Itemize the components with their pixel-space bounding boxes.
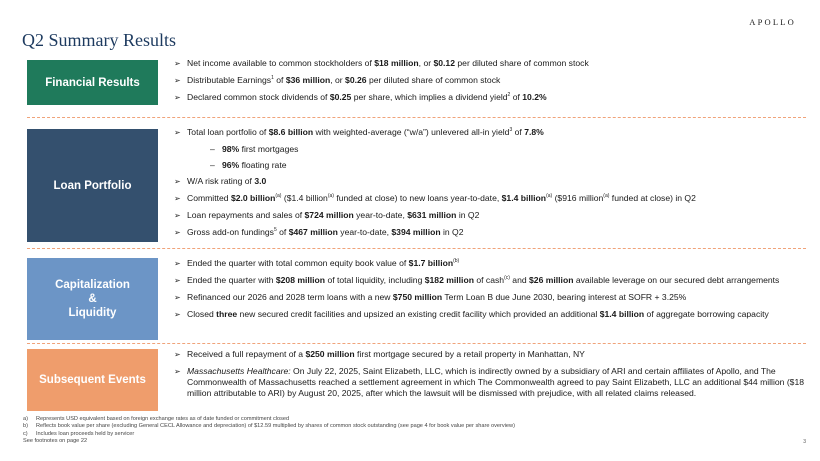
loan-portfolio-section <box>27 127 806 244</box>
bullet-credit-facilities: ➢ Closed three new secured credit facilities and upsized an existing credit facility which provided an additional $1.4 billion of aggregate borrowing capacity <box>174 309 769 319</box>
arrow-bullet-icon: ➢ <box>174 194 181 203</box>
bullet-net-income: ➢ Net income available to common stockholders of $18 million, or $0.12 per diluted share of common stock <box>174 58 589 68</box>
arrow-bullet-icon: ➢ <box>174 310 181 319</box>
arrow-bullet-icon: ➢ <box>174 293 181 302</box>
arrow-bullet-icon: ➢ <box>174 177 181 186</box>
bullet-liquidity: ➢ Ended the quarter with $208 million of total liquidity, including $182 million of cash$^{(c)}$ and $26 million available leverage on our secured debt arrangements <box>174 275 780 285</box>
arrow-bullet-icon: ➢ <box>174 211 181 220</box>
footnotes <box>23 416 515 446</box>
arrow-bullet-icon: ➢ <box>174 128 181 137</box>
financial-results-bullets <box>174 58 806 109</box>
page-number: 3 <box>803 439 806 445</box>
bullet-book-value: ➢ Ended the quarter with total common equity book value of $1.7 billion$^{(b)}$ <box>174 258 460 268</box>
bullet-add-on-fundings: ➢ Gross add-on fundings$^5$ of $467 million year-to-date, $394 million in Q2 <box>174 227 464 237</box>
financial-results-section <box>27 58 806 114</box>
subsequent-events-section <box>27 349 806 411</box>
bullet-commitments: ➢ Committed $2.0 billion$^{(a)}$ ($1.4 billion$^{(a)}$ funded at close) to new loans year-to-date, $1.4 billion$^{(a)}$ ($916 million$^{(a)}$ funded at close) in Q2 <box>174 193 696 203</box>
arrow-bullet-icon: ➢ <box>174 276 181 285</box>
subsequent-events-label: Subsequent Events <box>27 349 158 411</box>
bullet-repayments: ➢ Loan repayments and sales of $724 million year-to-date, $631 million in Q2 <box>174 210 480 220</box>
bullet-distributable-earnings: ➢ Distributable Earnings$^1$ of $36 million, or $0.26 per diluted share of common stock <box>174 75 501 85</box>
footnote-a: a) Represents USD equivalent based on foreign exchange rates as of date funded or commitment closed <box>23 416 290 422</box>
section-divider <box>27 248 806 249</box>
bullet-refinanced: ➢ Refinanced our 2026 and 2028 term loans with a new $750 million Term Loan B due June 2030, bearing interest at SOFR + 3.25% <box>174 292 687 302</box>
footnote-b: b) Reflects book value per share (excluding General CECL Allowance and depreciation) of $12.59 multiplied by shares of common stock outstanding (see page 4 for book value per share overview) <box>23 423 515 430</box>
apollo-logo: APOLLO <box>749 17 796 27</box>
bullet-risk-rating: ➢ W/A risk rating of 3.0 <box>174 176 267 186</box>
bullet-total-loan-portfolio: ➢ Total loan portfolio of $8.6 billion with weighted-average (“w/a”) unlevered all-in yield$^3$ of 7.8% <box>174 127 544 137</box>
arrow-bullet-icon: ➢ <box>174 367 181 376</box>
footnote-c: c) Includes loan proceeds held by servicer <box>23 430 135 437</box>
footnote-reference: See footnotes on page 22 <box>23 438 88 445</box>
subsequent-events-bullets <box>174 349 806 405</box>
arrow-bullet-icon: ➢ <box>174 259 181 268</box>
bullet-massachusetts-healthcare: ➢ Massachusetts Healthcare: On July 22, 2025, Saint Elizabeth, LLC, which is indirectly owned by a subsidiary of ARI and certain affiliates of Apollo, and The Commonwealth of Massachusetts reached a settlement agreement in which The Commonwealth agreed to pay Saint Elizabeth, LLC an additional $44 million ($18 million attributable to ARI) by August 20, 2025, after which the lawsuit will be dismissed with prejudice, with all related claims released. <box>174 366 805 398</box>
capitalization-section <box>27 258 806 340</box>
bullet-dividends: ➢ Declared common stock dividends of $0.25 per share, which implies a dividend yield$^2$ of 10.2% <box>174 92 547 102</box>
sub-bullet-floating-rate: – 96% floating rate <box>210 160 287 170</box>
page-title: Q2 Summary Results <box>22 30 177 50</box>
arrow-bullet-icon: ➢ <box>174 76 181 85</box>
sub-bullet-first-mortgages: – 98% first mortgages <box>210 144 299 154</box>
loan-portfolio-label: Loan Portfolio <box>27 129 158 242</box>
arrow-bullet-icon: ➢ <box>174 350 181 359</box>
loan-portfolio-bullets <box>174 127 806 244</box>
arrow-bullet-icon: ➢ <box>174 59 181 68</box>
arrow-bullet-icon: ➢ <box>174 93 181 102</box>
capitalization-bullets <box>174 258 806 326</box>
capitalization-label: Capitalization & Liquidity <box>27 258 158 340</box>
section-divider <box>27 343 806 344</box>
arrow-bullet-icon: ➢ <box>174 228 181 237</box>
financial-results-label: Financial Results <box>27 60 158 105</box>
bullet-repayment: ➢ Received a full repayment of a $250 million first mortgage secured by a retail property in Manhattan, NY <box>174 349 585 359</box>
section-divider <box>27 117 806 118</box>
